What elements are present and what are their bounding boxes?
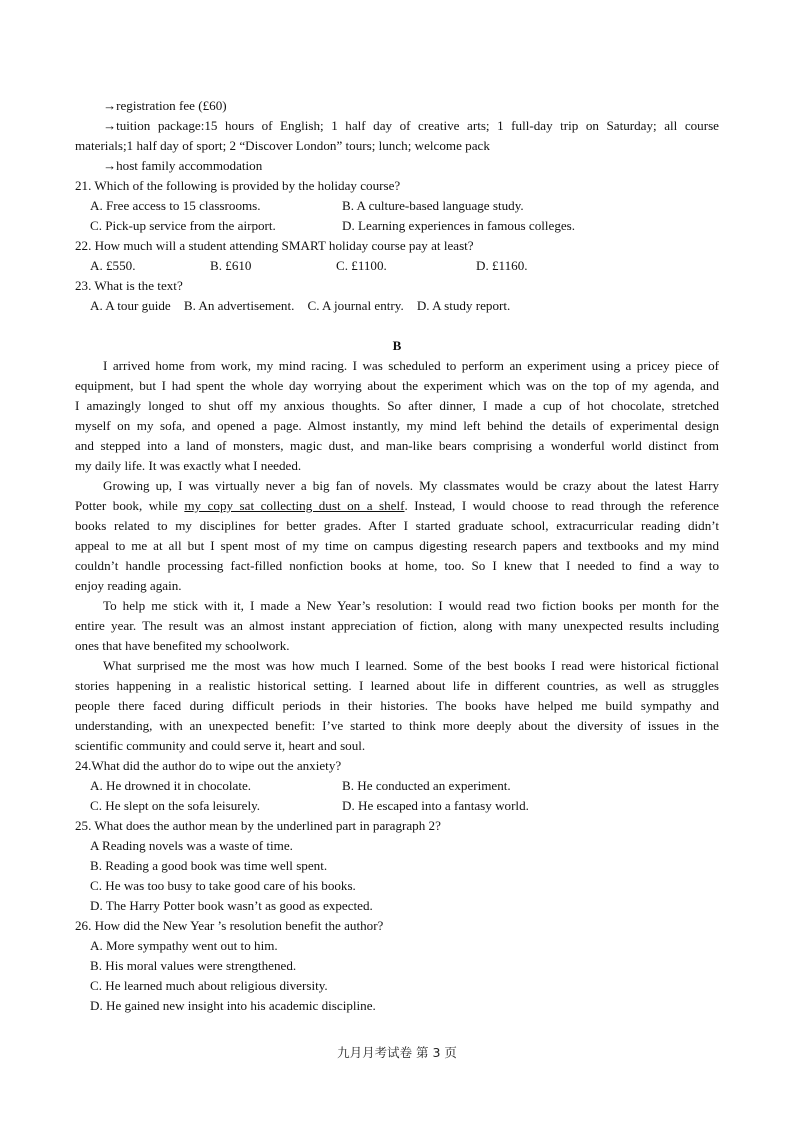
q22-option-b: B. £610: [210, 258, 252, 273]
question-23-stem: 23. What is the text?: [75, 278, 183, 293]
q22-option-a: A. £550.: [90, 258, 136, 273]
passage-paragraph-4: [75, 656, 719, 756]
p2-line: enjoy reading again.: [75, 578, 182, 593]
q24-option-c: C. He slept on the sofa leisurely.: [90, 798, 261, 813]
p1-line: I arrived home from work, my mind racing. I was scheduled to perform an experiment using a pricey piece of: [103, 358, 719, 373]
question-26-stem: 26. How did the New Year ’s resolution benefit the author?: [75, 918, 384, 933]
exam-page: [75, 96, 719, 1016]
question-23-options: A. A tour guide B. An advertisement. C. A journal entry. D. A study report.: [90, 298, 511, 313]
passage-paragraph-3: [75, 596, 719, 656]
underlined-phrase: my copy sat collecting dust on a shelf: [184, 498, 405, 513]
question-21-stem: 21. Which of the following is provided by the holiday course?: [75, 178, 401, 193]
passage-paragraph-2: [75, 476, 719, 596]
fee-item-tuition: →tuition package:15 hours of English; 1 half day of creative arts; 1 full-day trip on Saturday; all course: [103, 118, 719, 133]
q26-option-d: D. He gained new insight into his academic discipline.: [90, 998, 376, 1013]
q25-option-d: D. The Harry Potter book wasn’t as good as expected.: [90, 898, 373, 913]
q21-option-d: D. Learning experiences in famous colleges.: [342, 218, 576, 233]
q25-option-a: A Reading novels was a waste of time.: [90, 838, 293, 853]
passage-paragraph-1: [75, 356, 719, 476]
page-footer: 九月月考试卷 第 3 页: [337, 1045, 457, 1060]
question-21-options-row2: [75, 216, 719, 236]
p2-line: couldn’t handle processing fact-filled nonfiction books at home, too. So I knew that I needed to find a way to: [75, 558, 719, 573]
q25-option-c: C. He was too busy to take good care of his books.: [90, 878, 356, 893]
p4-line: What surprised me the most was how much I learned. Some of the best books I read were historical fictional: [103, 658, 719, 673]
p1-line: I amazingly longed to shut off my anxious thoughts. So after dinner, I made a cup of hot chocolate, stretched: [75, 398, 719, 413]
p2-line: books related to my disciplines for better grades. After I started graduate school, extracurricular reading didn’t: [75, 518, 719, 533]
q21-option-a: A. Free access to 15 classrooms.: [90, 198, 261, 213]
q22-option-d: D. £1160.: [476, 258, 528, 273]
q25-option-b: B. Reading a good book was time well spent.: [90, 858, 328, 873]
fee-item-accommodation: →host family accommodation: [103, 158, 263, 173]
p4-line: stories happening in a realistic historical setting. I learned about life in different countries, as well as struggles: [75, 678, 719, 693]
q21-option-c: C. Pick-up service from the airport.: [90, 218, 276, 233]
p2-text: Potter book, while: [75, 498, 185, 513]
p2-text: . Instead, I would choose to read through the reference: [404, 498, 719, 513]
p3-line: ones that have benefited my schoolwork.: [75, 638, 290, 653]
question-22-stem: 22. How much will a student attending SMART holiday course pay at least?: [75, 238, 474, 253]
question-24-options-row2: [75, 796, 719, 816]
q21-option-b: B. A culture-based language study.: [342, 198, 524, 213]
q26-option-b: B. His moral values were strengthened.: [90, 958, 297, 973]
q24-option-a: A. He drowned it in chocolate.: [90, 778, 252, 793]
p2-line: Growing up, I was virtually never a big fan of novels. My classmates would be crazy about the latest Harry: [103, 478, 719, 493]
q26-option-c: C. He learned much about religious diversity.: [90, 978, 328, 993]
q22-option-c: C. £1100.: [336, 258, 387, 273]
question-25-stem: 25. What does the author mean by the underlined part in paragraph 2?: [75, 818, 441, 833]
q24-option-b: B. He conducted an experiment.: [342, 778, 511, 793]
p4-line: understanding, with an unexpected benefit: I’ve started to think more deeply about the diversity of issues in the: [75, 718, 719, 733]
p3-line: To help me stick with it, I made a New Year’s resolution: I would read two fiction books per month for the: [103, 598, 719, 613]
q26-option-a: A. More sympathy went out to him.: [90, 938, 278, 953]
fee-item-tuition-cont: materials;1 half day of sport; 2 “Discover London” tours; lunch; welcome pack: [75, 138, 490, 153]
p4-line: people there faced during difficult periods in their histories. The books have helped me build sympathy and: [75, 698, 719, 713]
q24-option-d: D. He escaped into a fantasy world.: [342, 798, 529, 813]
p3-line: entire year. The result was an almost instant appreciation of fiction, along with many unexpected results including: [75, 618, 719, 633]
question-24-stem: 24.What did the author do to wipe out the anxiety?: [75, 758, 342, 773]
p2-line: appeal to me at all but I spent most of my time on campus digesting research papers and textbooks and my mind: [75, 538, 719, 553]
question-22-options: [75, 256, 719, 276]
p1-line: my daily life. It was exactly what I needed.: [75, 458, 302, 473]
p1-line: equipment, but I had spent the whole day worrying about the experiment which was on the top of my agenda, and: [75, 378, 719, 393]
p1-line: myself on my sofa, and opened a page. Almost instantly, my mind left behind the details of experimental design: [75, 418, 719, 433]
question-24-options-row1: [75, 776, 719, 796]
p4-line: scientific community and could serve it, heart and soul.: [75, 738, 366, 753]
section-b-heading: B: [392, 338, 402, 353]
question-21-options-row1: [75, 196, 719, 216]
p1-line: and stepped into a land of monsters, magic dust, and man-like bears comprising a wonderful world distinct from: [75, 438, 719, 453]
p2-line-underlined: [75, 496, 719, 516]
fee-item-registration: →registration fee (£60): [103, 98, 227, 113]
